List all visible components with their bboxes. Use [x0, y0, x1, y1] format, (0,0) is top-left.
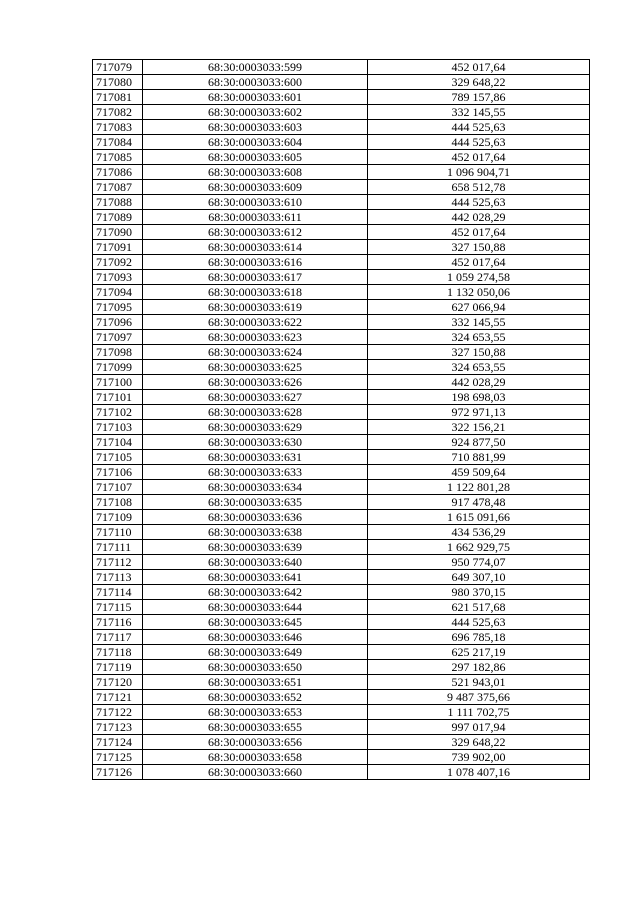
- cadastral-number-cell: 68:30:0003033:631: [143, 450, 368, 465]
- table-row: [93, 300, 590, 315]
- row-number-cell: 717095: [93, 300, 143, 315]
- cadastral-value-cell: 1 078 407,16: [368, 765, 590, 780]
- table-row: [93, 285, 590, 300]
- cadastral-value-cell: 1 132 050,06: [368, 285, 590, 300]
- table-row: [93, 255, 590, 270]
- table-row: [93, 375, 590, 390]
- table-row: [93, 480, 590, 495]
- table-row: [93, 360, 590, 375]
- cadastral-value-cell: 739 902,00: [368, 750, 590, 765]
- table-body: [93, 60, 590, 780]
- cadastral-value-cell: 658 512,78: [368, 180, 590, 195]
- row-number-cell: 717122: [93, 705, 143, 720]
- cadastral-number-cell: 68:30:0003033:619: [143, 300, 368, 315]
- row-number-cell: 717105: [93, 450, 143, 465]
- table-row: [93, 210, 590, 225]
- cadastral-number-cell: 68:30:0003033:651: [143, 675, 368, 690]
- table-row: [93, 390, 590, 405]
- row-number-cell: 717109: [93, 510, 143, 525]
- table-row: [93, 315, 590, 330]
- cadastral-number-cell: 68:30:0003033:611: [143, 210, 368, 225]
- cadastral-value-cell: 1 059 274,58: [368, 270, 590, 285]
- cadastral-value-cell: 444 525,63: [368, 195, 590, 210]
- cadastral-value-cell: 1 096 904,71: [368, 165, 590, 180]
- row-number-cell: 717089: [93, 210, 143, 225]
- table-row: [93, 150, 590, 165]
- cadastral-number-cell: 68:30:0003033:625: [143, 360, 368, 375]
- table-row: [93, 180, 590, 195]
- cadastral-number-cell: 68:30:0003033:633: [143, 465, 368, 480]
- row-number-cell: 717123: [93, 720, 143, 735]
- table-row: [93, 420, 590, 435]
- table-row: [93, 570, 590, 585]
- table-row: [93, 225, 590, 240]
- cadastral-value-cell: 198 698,03: [368, 390, 590, 405]
- cadastral-number-cell: 68:30:0003033:635: [143, 495, 368, 510]
- row-number-cell: 717091: [93, 240, 143, 255]
- row-number-cell: 717079: [93, 60, 143, 75]
- row-number-cell: 717114: [93, 585, 143, 600]
- row-number-cell: 717080: [93, 75, 143, 90]
- row-number-cell: 717117: [93, 630, 143, 645]
- cadastral-number-cell: 68:30:0003033:604: [143, 135, 368, 150]
- cadastral-value-cell: 459 509,64: [368, 465, 590, 480]
- cadastral-number-cell: 68:30:0003033:605: [143, 150, 368, 165]
- cadastral-value-cell: 924 877,50: [368, 435, 590, 450]
- table-row: [93, 450, 590, 465]
- cadastral-number-cell: 68:30:0003033:656: [143, 735, 368, 750]
- cadastral-number-cell: 68:30:0003033:623: [143, 330, 368, 345]
- cadastral-value-cell: 1 122 801,28: [368, 480, 590, 495]
- table-row: [93, 600, 590, 615]
- row-number-cell: 717084: [93, 135, 143, 150]
- cadastral-value-cell: 649 307,10: [368, 570, 590, 585]
- cadastral-number-cell: 68:30:0003033:614: [143, 240, 368, 255]
- table-row: [93, 330, 590, 345]
- table-row: [93, 90, 590, 105]
- table-row: [93, 585, 590, 600]
- cadastral-number-cell: 68:30:0003033:627: [143, 390, 368, 405]
- cadastral-number-cell: 68:30:0003033:634: [143, 480, 368, 495]
- cadastral-value-cell: 521 943,01: [368, 675, 590, 690]
- cadastral-number-cell: 68:30:0003033:639: [143, 540, 368, 555]
- row-number-cell: 717124: [93, 735, 143, 750]
- cadastral-number-cell: 68:30:0003033:629: [143, 420, 368, 435]
- table-row: [93, 270, 590, 285]
- cadastral-number-cell: 68:30:0003033:609: [143, 180, 368, 195]
- row-number-cell: 717093: [93, 270, 143, 285]
- cadastral-value-cell: 444 525,63: [368, 135, 590, 150]
- cadastral-value-cell: 9 487 375,66: [368, 690, 590, 705]
- cadastral-value-cell: 444 525,63: [368, 615, 590, 630]
- cadastral-number-cell: 68:30:0003033:645: [143, 615, 368, 630]
- table-row: [93, 555, 590, 570]
- row-number-cell: 717113: [93, 570, 143, 585]
- row-number-cell: 717102: [93, 405, 143, 420]
- row-number-cell: 717121: [93, 690, 143, 705]
- cadastral-number-cell: 68:30:0003033:622: [143, 315, 368, 330]
- table-row: [93, 645, 590, 660]
- cadastral-number-cell: 68:30:0003033:655: [143, 720, 368, 735]
- cadastral-number-cell: 68:30:0003033:644: [143, 600, 368, 615]
- table-row: [93, 435, 590, 450]
- cadastral-value-cell: 329 648,22: [368, 735, 590, 750]
- cadastral-number-cell: 68:30:0003033:608: [143, 165, 368, 180]
- table-row: [93, 765, 590, 780]
- cadastral-number-cell: 68:30:0003033:617: [143, 270, 368, 285]
- cadastral-number-cell: 68:30:0003033:640: [143, 555, 368, 570]
- cadastral-number-cell: 68:30:0003033:626: [143, 375, 368, 390]
- cadastral-number-cell: 68:30:0003033:610: [143, 195, 368, 210]
- row-number-cell: 717120: [93, 675, 143, 690]
- row-number-cell: 717107: [93, 480, 143, 495]
- cadastral-number-cell: 68:30:0003033:618: [143, 285, 368, 300]
- cadastral-value-cell: 997 017,94: [368, 720, 590, 735]
- cadastral-value-cell: 789 157,86: [368, 90, 590, 105]
- table-row: [93, 105, 590, 120]
- table-row: [93, 135, 590, 150]
- cadastral-value-cell: 950 774,07: [368, 555, 590, 570]
- table-row: [93, 615, 590, 630]
- cadastral-value-cell: 452 017,64: [368, 225, 590, 240]
- row-number-cell: 717094: [93, 285, 143, 300]
- cadastral-value-cell: 324 653,55: [368, 330, 590, 345]
- cadastral-number-cell: 68:30:0003033:641: [143, 570, 368, 585]
- cadastral-value-cell: 710 881,99: [368, 450, 590, 465]
- cadastral-value-table: [92, 59, 590, 780]
- cadastral-number-cell: 68:30:0003033:636: [143, 510, 368, 525]
- cadastral-value-cell: 434 536,29: [368, 525, 590, 540]
- cadastral-number-cell: 68:30:0003033:628: [143, 405, 368, 420]
- cadastral-number-cell: 68:30:0003033:603: [143, 120, 368, 135]
- table-row: [93, 240, 590, 255]
- cadastral-value-cell: 972 971,13: [368, 405, 590, 420]
- row-number-cell: 717087: [93, 180, 143, 195]
- cadastral-value-cell: 621 517,68: [368, 600, 590, 615]
- cadastral-value-cell: 625 217,19: [368, 645, 590, 660]
- table-row: [93, 60, 590, 75]
- cadastral-value-cell: 327 150,88: [368, 345, 590, 360]
- row-number-cell: 717082: [93, 105, 143, 120]
- row-number-cell: 717083: [93, 120, 143, 135]
- row-number-cell: 717096: [93, 315, 143, 330]
- table-row: [93, 720, 590, 735]
- cadastral-number-cell: 68:30:0003033:652: [143, 690, 368, 705]
- cadastral-number-cell: 68:30:0003033:599: [143, 60, 368, 75]
- cadastral-number-cell: 68:30:0003033:650: [143, 660, 368, 675]
- cadastral-number-cell: 68:30:0003033:649: [143, 645, 368, 660]
- row-number-cell: 717086: [93, 165, 143, 180]
- table-row: [93, 495, 590, 510]
- row-number-cell: 717103: [93, 420, 143, 435]
- cadastral-value-cell: 627 066,94: [368, 300, 590, 315]
- table-row: [93, 75, 590, 90]
- table-row: [93, 705, 590, 720]
- cadastral-number-cell: 68:30:0003033:600: [143, 75, 368, 90]
- cadastral-value-cell: 329 648,22: [368, 75, 590, 90]
- table-row: [93, 750, 590, 765]
- cadastral-number-cell: 68:30:0003033:660: [143, 765, 368, 780]
- table-row: [93, 690, 590, 705]
- cadastral-number-cell: 68:30:0003033:602: [143, 105, 368, 120]
- cadastral-value-cell: 327 150,88: [368, 240, 590, 255]
- table-row: [93, 525, 590, 540]
- table-row: [93, 735, 590, 750]
- row-number-cell: 717125: [93, 750, 143, 765]
- table-row: [93, 510, 590, 525]
- cadastral-value-cell: 444 525,63: [368, 120, 590, 135]
- row-number-cell: 717085: [93, 150, 143, 165]
- cadastral-value-cell: 452 017,64: [368, 60, 590, 75]
- cadastral-value-cell: 696 785,18: [368, 630, 590, 645]
- cadastral-value-cell: 1 111 702,75: [368, 705, 590, 720]
- cadastral-number-cell: 68:30:0003033:642: [143, 585, 368, 600]
- cadastral-value-cell: 332 145,55: [368, 315, 590, 330]
- cadastral-number-cell: 68:30:0003033:630: [143, 435, 368, 450]
- table-row: [93, 675, 590, 690]
- cadastral-number-cell: 68:30:0003033:658: [143, 750, 368, 765]
- cadastral-value-cell: 452 017,64: [368, 150, 590, 165]
- cadastral-number-cell: 68:30:0003033:601: [143, 90, 368, 105]
- cadastral-number-cell: 68:30:0003033:646: [143, 630, 368, 645]
- row-number-cell: 717116: [93, 615, 143, 630]
- cadastral-number-cell: 68:30:0003033:638: [143, 525, 368, 540]
- row-number-cell: 717115: [93, 600, 143, 615]
- row-number-cell: 717101: [93, 390, 143, 405]
- row-number-cell: 717097: [93, 330, 143, 345]
- table-row: [93, 345, 590, 360]
- row-number-cell: 717119: [93, 660, 143, 675]
- table-row: [93, 465, 590, 480]
- table-row: [93, 405, 590, 420]
- cadastral-value-cell: 332 145,55: [368, 105, 590, 120]
- cadastral-number-cell: 68:30:0003033:612: [143, 225, 368, 240]
- cadastral-value-cell: 1 662 929,75: [368, 540, 590, 555]
- table-row: [93, 540, 590, 555]
- cadastral-number-cell: 68:30:0003033:624: [143, 345, 368, 360]
- table-row: [93, 120, 590, 135]
- table-row: [93, 195, 590, 210]
- cadastral-value-cell: 1 615 091,66: [368, 510, 590, 525]
- row-number-cell: 717110: [93, 525, 143, 540]
- row-number-cell: 717098: [93, 345, 143, 360]
- row-number-cell: 717126: [93, 765, 143, 780]
- row-number-cell: 717112: [93, 555, 143, 570]
- table-row: [93, 660, 590, 675]
- cadastral-value-cell: 980 370,15: [368, 585, 590, 600]
- row-number-cell: 717090: [93, 225, 143, 240]
- row-number-cell: 717104: [93, 435, 143, 450]
- cadastral-value-cell: 442 028,29: [368, 375, 590, 390]
- cadastral-value-cell: 917 478,48: [368, 495, 590, 510]
- row-number-cell: 717100: [93, 375, 143, 390]
- cadastral-value-cell: 322 156,21: [368, 420, 590, 435]
- row-number-cell: 717099: [93, 360, 143, 375]
- table-row: [93, 165, 590, 180]
- cadastral-value-cell: 324 653,55: [368, 360, 590, 375]
- row-number-cell: 717108: [93, 495, 143, 510]
- cadastral-number-cell: 68:30:0003033:616: [143, 255, 368, 270]
- row-number-cell: 717088: [93, 195, 143, 210]
- cadastral-number-cell: 68:30:0003033:653: [143, 705, 368, 720]
- cadastral-value-cell: 452 017,64: [368, 255, 590, 270]
- row-number-cell: 717081: [93, 90, 143, 105]
- row-number-cell: 717092: [93, 255, 143, 270]
- table-row: [93, 630, 590, 645]
- cadastral-value-cell: 297 182,86: [368, 660, 590, 675]
- row-number-cell: 717111: [93, 540, 143, 555]
- cadastral-value-cell: 442 028,29: [368, 210, 590, 225]
- row-number-cell: 717106: [93, 465, 143, 480]
- row-number-cell: 717118: [93, 645, 143, 660]
